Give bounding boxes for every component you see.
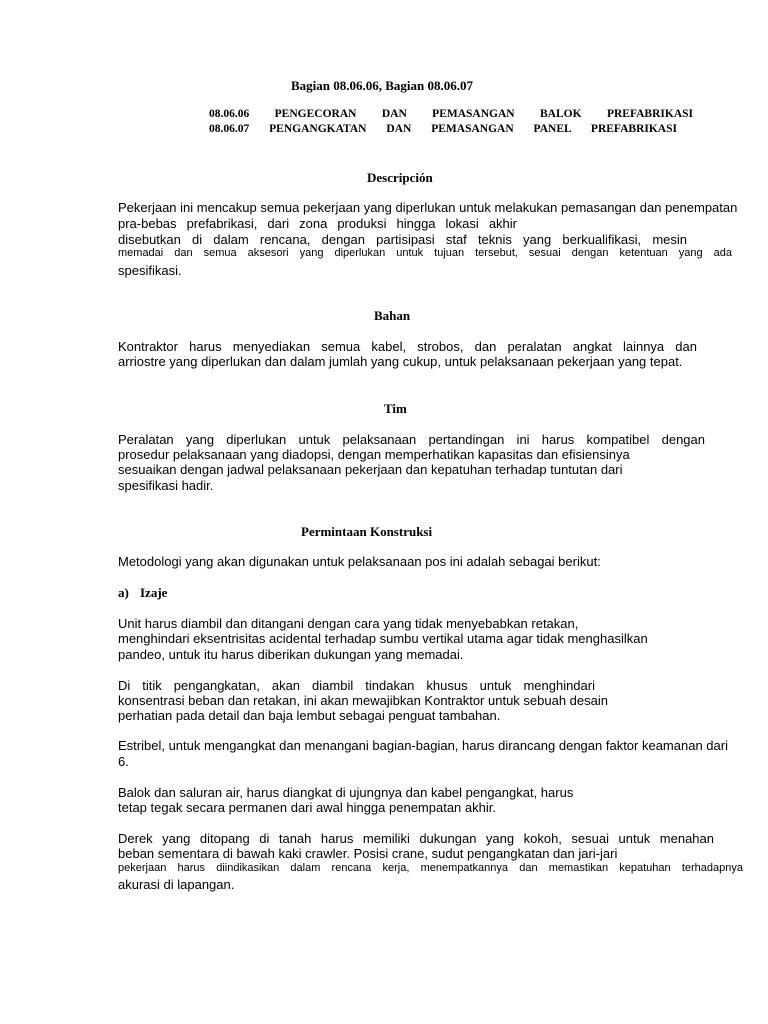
heading-bahan: Bahan	[374, 308, 411, 323]
izaje-p4-line-2: tetap tegak secara permanen dari awal hingga penempatan akhir.	[118, 800, 496, 815]
descripcion-line-5: spesifikasi.	[118, 263, 182, 278]
descripcion-line-3: disebutkan di dalam rencana, dengan partisipasi staf teknis yang berkualifikasi, mesin	[118, 232, 687, 247]
descripcion-line-1: Pekerjaan ini mencakup semua pekerjaan yang diperlukan untuk melakukan pemasangan dan penempatan	[118, 200, 738, 215]
tim-line-2: prosedur pelaksanaan yang diadopsi, dengan memperhatikan kapasitas dan efisiensinya	[118, 447, 630, 462]
section-code-08-06-07: 08.06.07 PENGANGKATAN DAN PEMASANGAN PANEL PREFABRIKASI	[209, 123, 677, 135]
descripcion-line-4: memadai dan semua aksesori yang diperlukan untuk tujuan tersebut, sesuai dengan ketentuan yang ada	[118, 247, 732, 259]
izaje-p5-line-2: beban sementara di bawah kaki crawler. Posisi crane, sudut pengangkatan dan jari-jari	[118, 846, 618, 861]
izaje-p5-line-1: Derek yang ditopang di tanah harus memiliki dukungan yang kokoh, sesuai untuk menahan	[118, 831, 714, 846]
subheading-izaje: Izaje	[140, 585, 168, 600]
heading-tim: Tim	[384, 401, 407, 416]
izaje-p3-line-2: 6.	[118, 754, 129, 769]
tim-line-3: sesuaikan dengan jadwal pelaksanaan pekerjaan dan kepatuhan terhadap tuntutan dari	[118, 462, 623, 477]
descripcion-line-2: pra-bebas prefabrikasi, dari zona produksi hingga lokasi akhir	[118, 216, 517, 231]
izaje-p5-line-4: akurasi di lapangan.	[118, 877, 235, 892]
izaje-p3-line-1: Estribel, untuk mengangkat dan menangani bagian-bagian, harus dirancang dengan faktor keamanan dari	[118, 738, 728, 753]
heading-permintaan-konstruksi: Permintaan Konstruksi	[301, 524, 433, 539]
izaje-p2-line-2: konsentrasi beban dan retakan, ini akan mewajibkan Kontraktor untuk sebuah desain	[118, 693, 608, 708]
izaje-p4-line-1: Balok dan saluran air, harus diangkat di ujungnya dan kabel pengangkat, harus	[118, 785, 574, 800]
permintaan-intro: Metodologi yang akan digunakan untuk pelaksanaan pos ini adalah sebagai berikut:	[118, 554, 601, 569]
heading-descripcion: Descripción	[367, 170, 433, 185]
bahan-line-2: arriostre yang diperlukan dan dalam jumlah yang cukup, untuk pelaksanaan pekerjaan yang tepat.	[118, 354, 683, 369]
bahan-line-1: Kontraktor harus menyediakan semua kabel, strobos, dan peralatan angkat lainnya dan	[118, 339, 697, 354]
document-title: Bagian 08.06.06, Bagian 08.06.07	[291, 78, 474, 93]
izaje-p1-line-2: menghindari eksentrisitas acidental terhadap sumbu vertikal utama agar tidak menghasilkan	[118, 631, 648, 646]
tim-line-1: Peralatan yang diperlukan untuk pelaksanaan pertandingan ini harus kompatibel dengan	[118, 432, 705, 447]
izaje-p1-line-1: Unit harus diambil dan ditangani dengan cara yang tidak menyebabkan retakan,	[118, 616, 579, 631]
izaje-p2-line-1: Di titik pengangkatan, akan diambil tindakan khusus untuk menghindari	[118, 678, 595, 693]
izaje-p2-line-3: perhatian pada detail dan baja lembut sebagai penguat tambahan.	[118, 708, 501, 723]
izaje-p5-line-3: pekerjaan harus diindikasikan dalam rencana kerja, menempatkannya dan memastikan kepatuhan terhadapnya	[118, 862, 743, 874]
tim-line-4: spesifikasi hadir.	[118, 478, 214, 493]
section-code-08-06-06: 08.06.06 PENGECORAN DAN PEMASANGAN BALOK PREFABRIKASI	[209, 108, 693, 120]
izaje-p1-line-3: pandeo, untuk itu harus diberikan dukungan yang memadai.	[118, 647, 464, 662]
subheading-marker: a)	[118, 585, 129, 600]
